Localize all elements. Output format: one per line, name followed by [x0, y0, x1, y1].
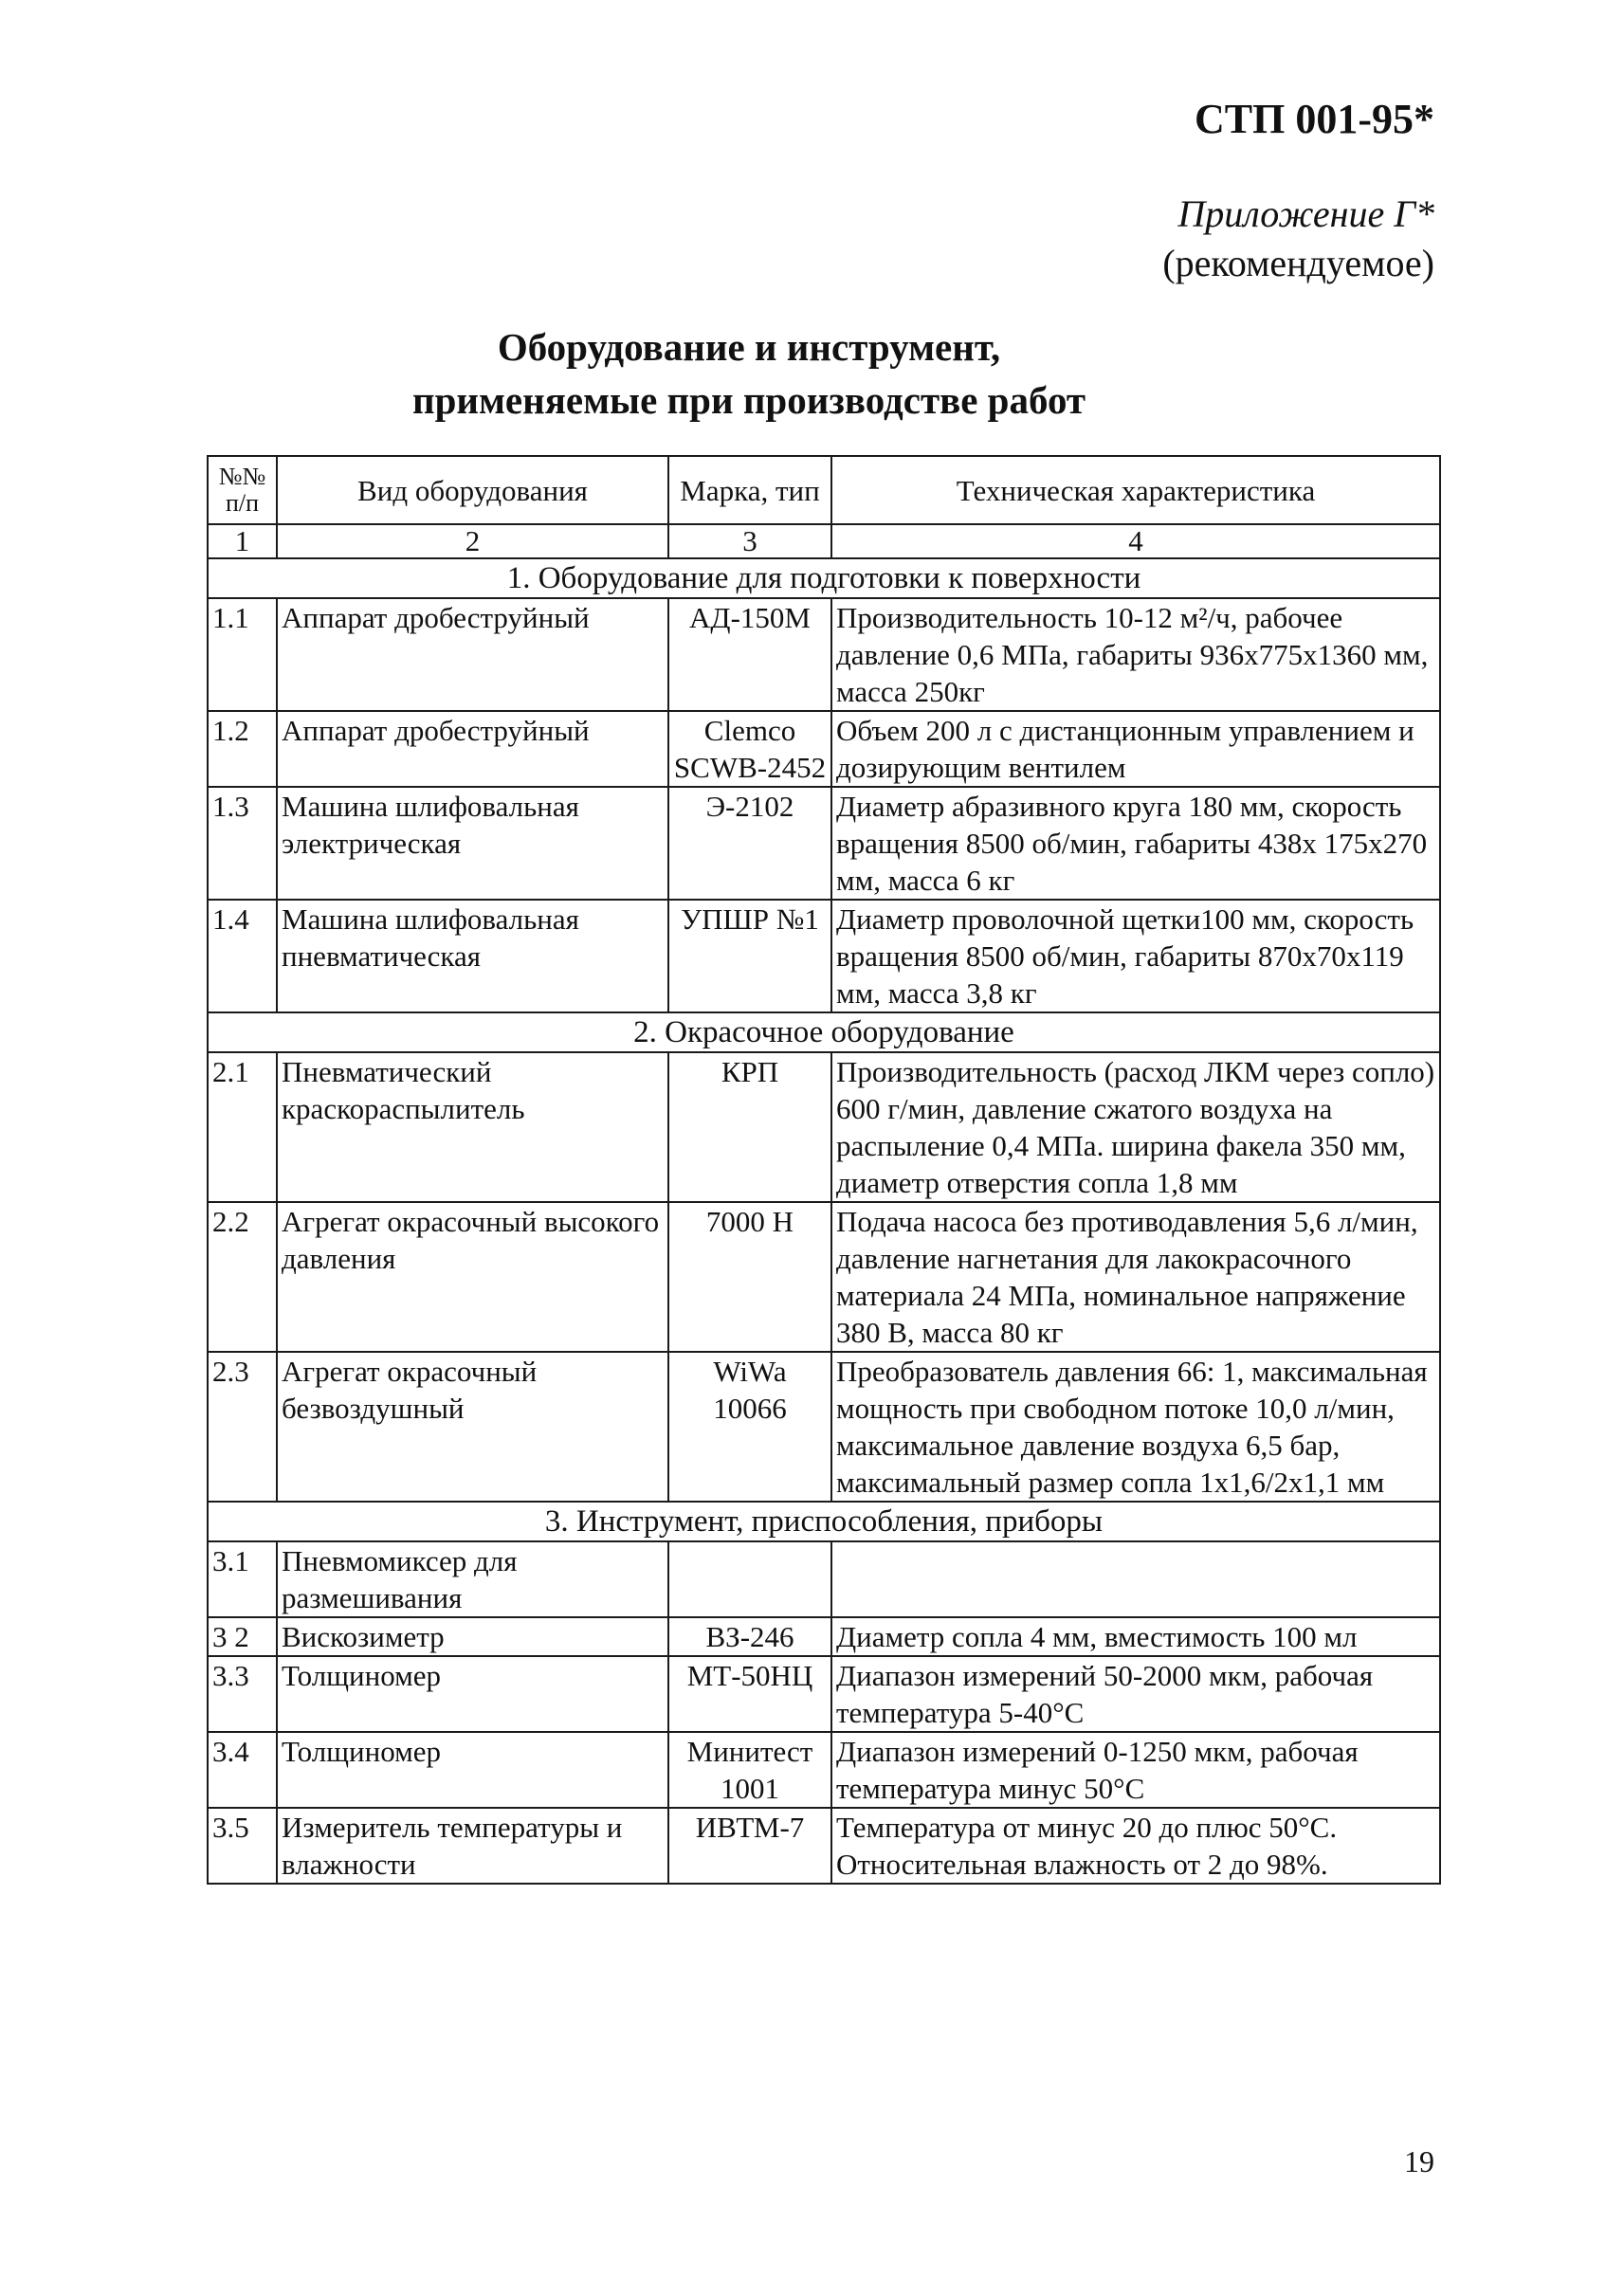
equipment-type-cell: Агрегат окрасочный высокого давления — [277, 1202, 668, 1352]
table-row — [208, 1052, 1440, 1202]
section-title: 1. Оборудование для подготовки к поверхности — [208, 558, 1440, 598]
spec-cell: Диапазон измерений 50-2000 мкм, рабочая температура 5-40°С — [831, 1656, 1440, 1732]
equipment-type-cell: Агрегат окрасочный безвоздушный — [277, 1352, 668, 1502]
header-type: Вид оборудования — [277, 456, 668, 524]
header-spec: Техническая характеристика — [831, 456, 1440, 524]
appendix-block — [1162, 190, 1434, 288]
row-number-cell: 1.1 — [208, 598, 277, 711]
table-row — [208, 1732, 1440, 1808]
section-row — [208, 558, 1440, 598]
table-row — [208, 711, 1440, 787]
equipment-type-cell: Пневматический краскораспылитель — [277, 1052, 668, 1202]
row-number-cell: 1.2 — [208, 711, 277, 787]
equipment-type-cell: Машина шлифовальная электрическая — [277, 787, 668, 900]
equipment-type-cell: Толщиномер — [277, 1732, 668, 1808]
table-row — [208, 1541, 1440, 1617]
table-row — [208, 1656, 1440, 1732]
section-title: 2. Окрасочное оборудование — [208, 1012, 1440, 1052]
table-row — [208, 1617, 1440, 1656]
model-cell: УПШР №1 — [668, 900, 831, 1012]
row-number-cell: 3.5 — [208, 1808, 277, 1884]
row-number-cell: 2.3 — [208, 1352, 277, 1502]
spec-cell: Диаметр абразивного круга 180 мм, скорость вращения 8500 об/мин, габариты 438х 175х270 мм, масса 6 кг — [831, 787, 1440, 900]
equipment-type-cell: Измеритель температуры и влажности — [277, 1808, 668, 1884]
row-number-cell: 3 2 — [208, 1617, 277, 1656]
page-number: 19 — [1404, 2144, 1434, 2178]
spec-cell: Подача насоса без противодавления 5,6 л/мин, давление нагнетания для лакокрасочного материала 24 МПа, номинальное напряжение 380 В, масса 80 кг — [831, 1202, 1440, 1352]
model-cell: ИВТМ-7 — [668, 1808, 831, 1884]
spec-cell: Производительность (расход ЛКМ через сопло) 600 г/мин, давление сжатого воздуха на распыление 0,4 МПа. ширина факела 350 мм, диаметр отверстия сопла 1,8 мм — [831, 1052, 1440, 1202]
row-number-cell: 1.4 — [208, 900, 277, 1012]
spec-cell: Производительность 10-12 м²/ч, рабочее давление 0,6 МПа, габариты 936х775х1360 мм, масса 250кг — [831, 598, 1440, 711]
row-number-cell: 3.3 — [208, 1656, 277, 1732]
section-row — [208, 1502, 1440, 1541]
equipment-type-cell: Аппарат дробеструйный — [277, 598, 668, 711]
model-cell: МТ-50НЦ — [668, 1656, 831, 1732]
equipment-type-cell: Толщиномер — [277, 1656, 668, 1732]
model-cell: Минитест 1001 — [668, 1732, 831, 1808]
spec-cell: Преобразователь давления 66: 1, максимальная мощность при свободном потоке 10,0 л/мин, максимальное давление воздуха 6,5 бар, максимальный размер сопла 1х1,6/2х1,1 мм — [831, 1352, 1440, 1502]
equipment-type-cell: Аппарат дробеструйный — [277, 711, 668, 787]
table-body — [208, 558, 1440, 1884]
index-cell: 4 — [831, 524, 1440, 558]
equipment-type-cell: Вискозиметр — [277, 1617, 668, 1656]
model-cell: WiWa 10066 — [668, 1352, 831, 1502]
spec-cell: Диаметр сопла 4 мм, вместимость 100 мл — [831, 1617, 1440, 1656]
table-row — [208, 1202, 1440, 1352]
table-header-row — [208, 456, 1440, 524]
section-row — [208, 1012, 1440, 1052]
header-num: №№ п/п — [208, 456, 277, 524]
spec-cell — [831, 1541, 1440, 1617]
index-cell: 2 — [277, 524, 668, 558]
equipment-type-cell: Машина шлифовальная пневматическая — [277, 900, 668, 1012]
spec-cell: Диапазон измерений 0-1250 мкм, рабочая температура минус 50°С — [831, 1732, 1440, 1808]
table-row — [208, 900, 1440, 1012]
table-index-row — [208, 524, 1440, 558]
appendix-status: (рекомендуемое) — [1162, 242, 1434, 284]
spec-cell: Температура от минус 20 до плюс 50°С. Относительная влажность от 2 до 98%. — [831, 1808, 1440, 1884]
title-line-2: применяемые при производстве работ — [411, 378, 1086, 422]
model-cell — [668, 1541, 831, 1617]
model-cell: Clemco SCWB-2452 — [668, 711, 831, 787]
table-row — [208, 787, 1440, 900]
row-number-cell: 1.3 — [208, 787, 277, 900]
model-cell: 7000 Н — [668, 1202, 831, 1352]
page-title — [0, 320, 1498, 427]
appendix-label: Приложение Г* — [1177, 192, 1434, 235]
row-number-cell: 3.1 — [208, 1541, 277, 1617]
section-title: 3. Инструмент, приспособления, приборы — [208, 1502, 1440, 1541]
model-cell: Э-2102 — [668, 787, 831, 900]
row-number-cell: 2.2 — [208, 1202, 277, 1352]
spec-cell: Диаметр проволочной щетки100 мм, скорость вращения 8500 об/мин, габариты 870х70х119 мм, масса 3,8 кг — [831, 900, 1440, 1012]
index-cell: 3 — [668, 524, 831, 558]
row-number-cell: 3.4 — [208, 1732, 277, 1808]
model-cell: ВЗ-246 — [668, 1617, 831, 1656]
header-model: Марка, тип — [668, 456, 831, 524]
index-cell: 1 — [208, 524, 277, 558]
equipment-type-cell: Пневмомиксер для размешивания — [277, 1541, 668, 1617]
document-code: СТП 001-95* — [1195, 96, 1434, 142]
equipment-table — [207, 455, 1441, 1885]
row-number-cell: 2.1 — [208, 1052, 277, 1202]
table-row — [208, 598, 1440, 711]
table-row — [208, 1808, 1440, 1884]
table-row — [208, 1352, 1440, 1502]
spec-cell: Объем 200 л с дистанционным управлением и дозирующим вентилем — [831, 711, 1440, 787]
model-cell: КРП — [668, 1052, 831, 1202]
model-cell: АД-150М — [668, 598, 831, 711]
title-line-1: Оборудование и инструмент, — [497, 325, 1001, 369]
